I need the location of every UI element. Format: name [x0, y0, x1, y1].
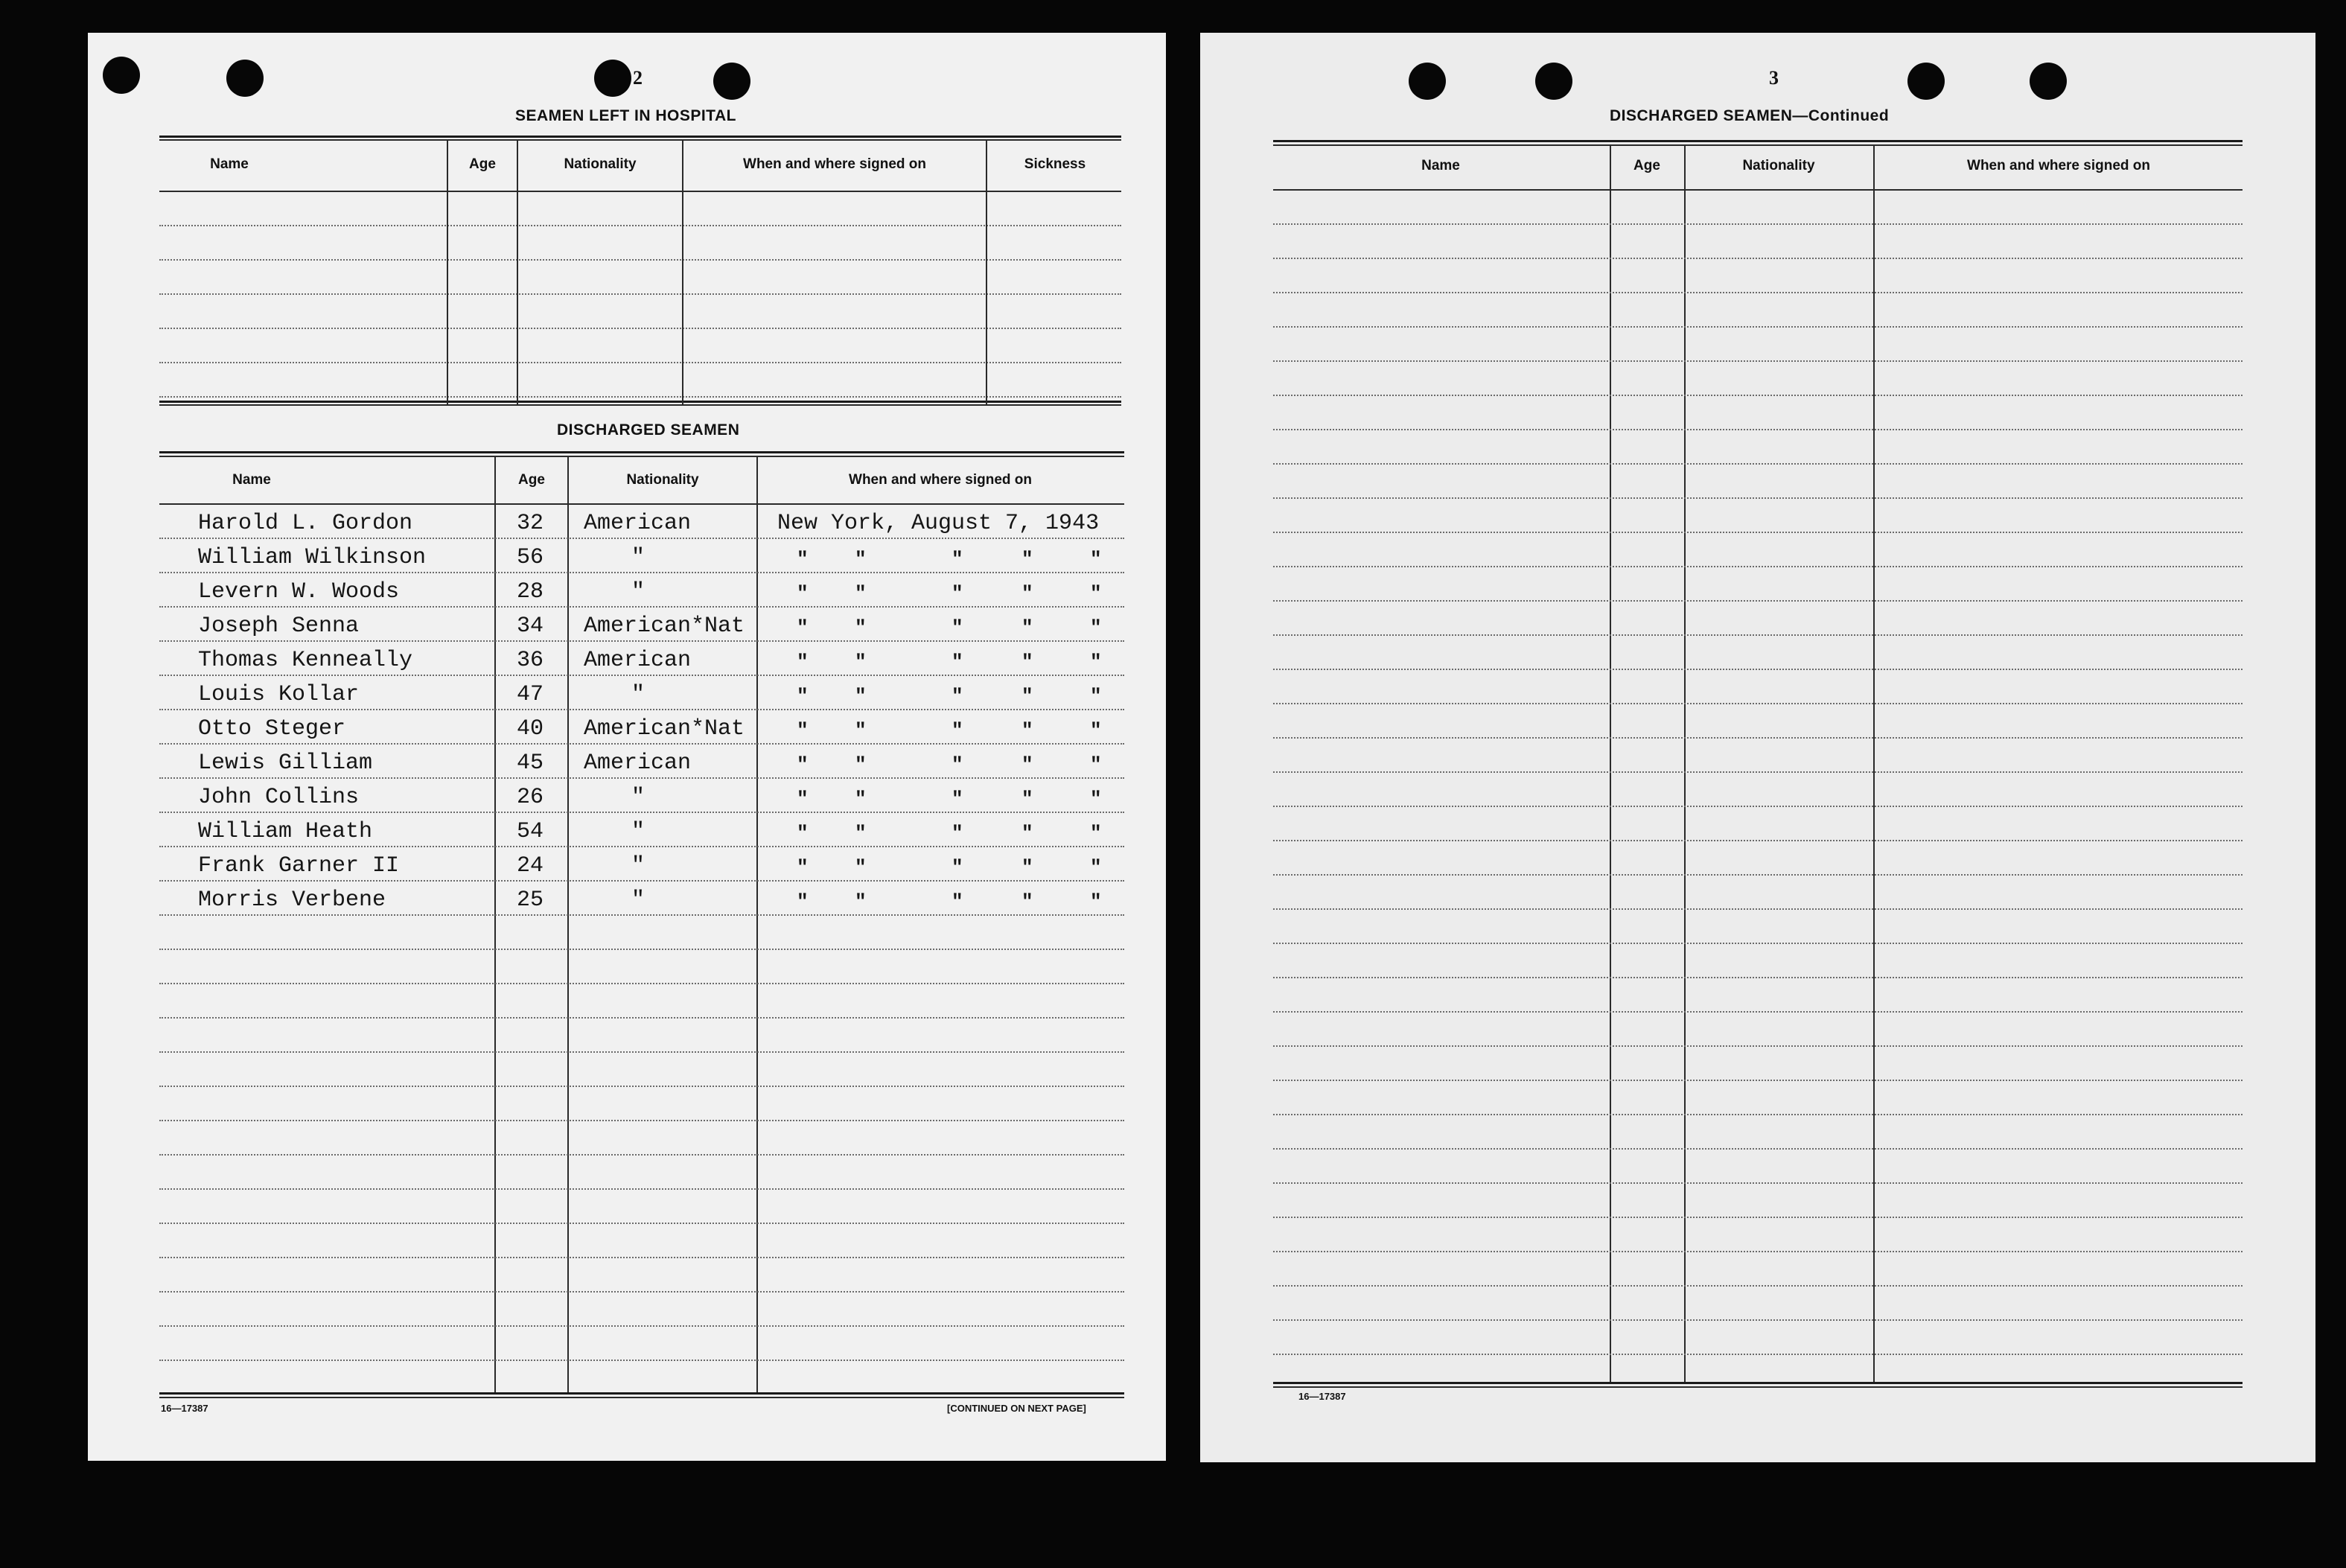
ditto-mark: " [952, 616, 963, 639]
punch-hole [226, 60, 264, 97]
seaman-age: 40 [516, 716, 544, 742]
continued-header-age: Age [1633, 158, 1660, 173]
punch-hole [713, 63, 750, 100]
ditto-mark: " [1021, 548, 1033, 570]
ditto-mark: " [855, 685, 867, 707]
seaman-name: Louis Kollar [198, 682, 360, 707]
discharged-header-name: Name [232, 472, 271, 488]
punch-hole [1907, 63, 1945, 100]
seaman-age: 56 [516, 545, 544, 570]
discharged-header-signed-on: When and where signed on [849, 472, 1032, 488]
ditto-mark: " [797, 616, 809, 639]
ditto-mark: " [1090, 651, 1102, 673]
seaman-name: Joseph Senna [198, 614, 360, 639]
seaman-age: 36 [516, 648, 544, 673]
continued-note: [CONTINUED ON NEXT PAGE] [947, 1403, 1086, 1414]
ditto-mark: " [952, 822, 963, 844]
punch-hole [2030, 63, 2067, 100]
ditto-mark: " [797, 890, 809, 913]
hospital-header-name: Name [210, 156, 249, 172]
punch-hole [103, 57, 140, 94]
seaman-age: 26 [516, 785, 544, 810]
seaman-age: 32 [516, 511, 544, 536]
ditto-mark: " [1090, 753, 1102, 776]
seaman-name: Harold L. Gordon [198, 511, 413, 536]
ditto-mark: " [797, 719, 809, 742]
ditto-mark: " [855, 856, 867, 879]
seaman-name: Thomas Kenneally [198, 648, 413, 673]
ditto-mark: " [952, 582, 963, 605]
ditto-mark: " [1090, 616, 1102, 639]
ditto-mark: " [1021, 822, 1033, 844]
ditto-mark: " [855, 719, 867, 742]
seaman-nationality: " [631, 887, 646, 913]
ditto-mark: " [1090, 582, 1102, 605]
ditto-mark: " [1021, 719, 1033, 742]
discharged-continued-title: DISCHARGED SEAMEN—Continued [1610, 107, 1890, 124]
seaman-name: John Collins [198, 785, 360, 810]
seaman-age: 34 [516, 614, 544, 639]
ditto-mark: " [855, 890, 867, 913]
ditto-mark: " [1090, 788, 1102, 810]
discharged-header-age: Age [518, 472, 545, 488]
ditto-mark: " [1090, 685, 1102, 707]
form-number: 16—17387 [1298, 1391, 1346, 1402]
seaman-age: 28 [516, 579, 544, 605]
ditto-mark: " [797, 856, 809, 879]
hospital-header-age: Age [469, 156, 496, 172]
ditto-mark: " [855, 548, 867, 570]
seaman-nationality: American [584, 511, 692, 536]
discharged-section-title: DISCHARGED SEAMEN [557, 421, 740, 439]
hospital-section-title: SEAMEN LEFT IN HOSPITAL [515, 107, 736, 124]
ditto-mark: " [1090, 548, 1102, 570]
seaman-nationality: " [631, 545, 646, 570]
seaman-name: William Heath [198, 819, 373, 844]
ditto-mark: " [1021, 685, 1033, 707]
ditto-mark: " [855, 788, 867, 810]
ditto-mark: " [952, 548, 963, 570]
continued-header-signed-on: When and where signed on [1967, 158, 2150, 173]
page-number: 3 [1769, 67, 1779, 89]
seaman-name: Otto Steger [198, 716, 346, 742]
seaman-signed-on: New York, August 7, 1943 [777, 511, 1100, 536]
seaman-nationality: " [631, 682, 646, 707]
continued-header-nationality: Nationality [1742, 158, 1815, 173]
seaman-name: Levern W. Woods [198, 579, 400, 605]
seaman-nationality: American*Nat [584, 614, 745, 639]
ditto-mark: " [1090, 719, 1102, 742]
seaman-nationality: " [631, 819, 646, 844]
seaman-nationality: American [584, 750, 692, 776]
right-page [1200, 33, 2315, 1462]
ditto-mark: " [797, 582, 809, 605]
ditto-mark: " [1021, 616, 1033, 639]
seaman-age: 24 [516, 853, 544, 879]
ditto-mark: " [797, 651, 809, 673]
left-page [88, 33, 1166, 1461]
continued-header-name: Name [1421, 158, 1460, 173]
seaman-name: Morris Verbene [198, 887, 386, 913]
ditto-mark: " [952, 890, 963, 913]
form-number: 16—17387 [161, 1403, 208, 1414]
seaman-nationality: American [584, 648, 692, 673]
punch-hole [594, 60, 631, 97]
ditto-mark: " [1090, 822, 1102, 844]
ditto-mark: " [1021, 753, 1033, 776]
seaman-name: William Wilkinson [198, 545, 427, 570]
ditto-mark: " [952, 685, 963, 707]
seaman-nationality: " [631, 579, 646, 605]
ditto-mark: " [952, 856, 963, 879]
seaman-age: 25 [516, 887, 544, 913]
hospital-header-signed-on: When and where signed on [743, 156, 926, 172]
seaman-nationality: American*Nat [584, 716, 745, 742]
ditto-mark: " [855, 582, 867, 605]
ditto-mark: " [855, 651, 867, 673]
discharged-header-nationality: Nationality [626, 472, 699, 488]
ditto-mark: " [1021, 582, 1033, 605]
page-number: 2 [633, 67, 643, 89]
ditto-mark: " [1021, 651, 1033, 673]
ditto-mark: " [1090, 890, 1102, 913]
hospital-header-sickness: Sickness [1024, 156, 1086, 172]
ditto-mark: " [797, 788, 809, 810]
punch-hole [1409, 63, 1446, 100]
seaman-age: 47 [516, 682, 544, 707]
punch-hole [1535, 63, 1572, 100]
ditto-mark: " [1021, 890, 1033, 913]
ditto-mark: " [797, 822, 809, 844]
seaman-name: Lewis Gilliam [198, 750, 373, 776]
hospital-header-nationality: Nationality [564, 156, 637, 172]
ditto-mark: " [797, 685, 809, 707]
ditto-mark: " [1090, 856, 1102, 879]
ditto-mark: " [855, 822, 867, 844]
seaman-nationality: " [631, 785, 646, 810]
ditto-mark: " [952, 788, 963, 810]
ditto-mark: " [952, 719, 963, 742]
ditto-mark: " [797, 753, 809, 776]
seaman-age: 54 [516, 819, 544, 844]
ditto-mark: " [1021, 856, 1033, 879]
ditto-mark: " [952, 753, 963, 776]
seaman-age: 45 [516, 750, 544, 776]
ditto-mark: " [952, 651, 963, 673]
ditto-mark: " [1021, 788, 1033, 810]
seaman-nationality: " [631, 853, 646, 879]
seaman-name: Frank Garner II [198, 853, 400, 879]
ditto-mark: " [797, 548, 809, 570]
ditto-mark: " [855, 616, 867, 639]
ditto-mark: " [855, 753, 867, 776]
